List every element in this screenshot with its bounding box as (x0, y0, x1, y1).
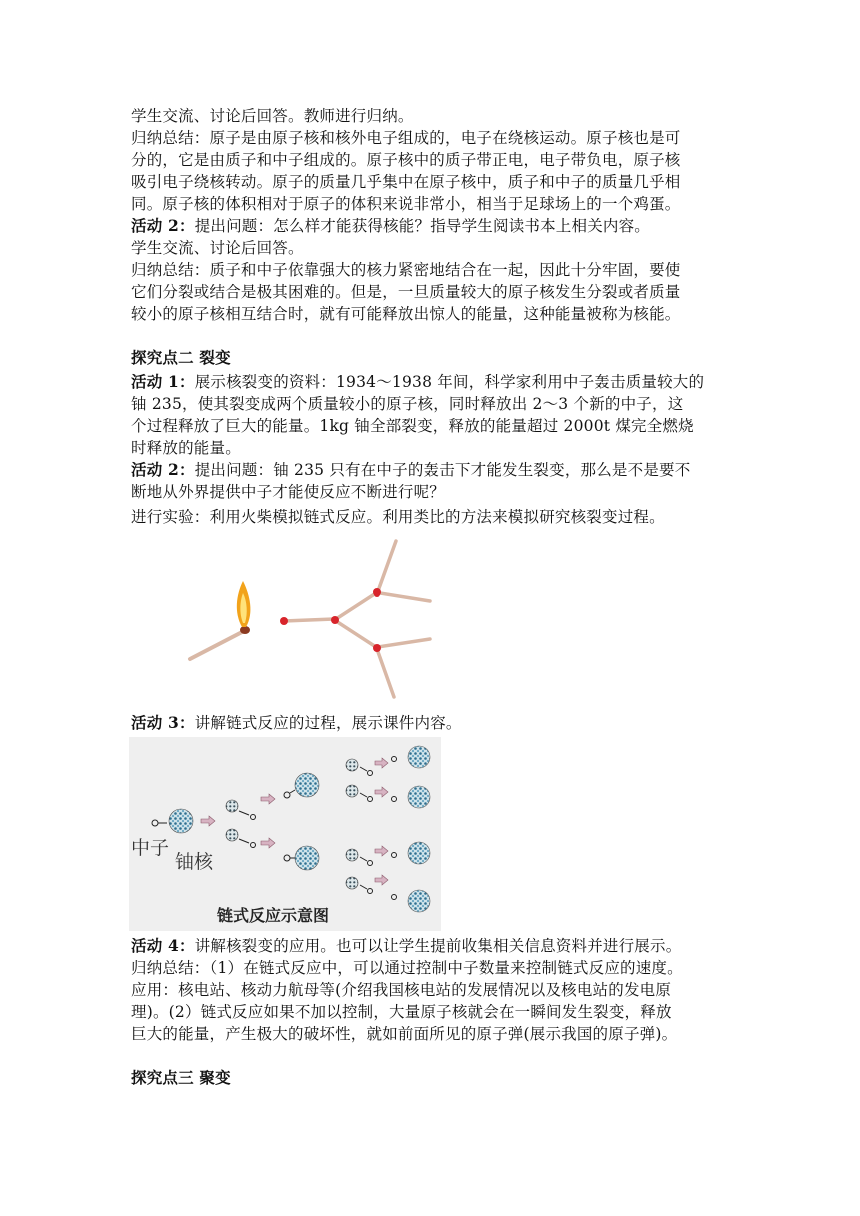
section-heading: 探究点三 聚变 (131, 1068, 231, 1087)
text-line: 归纳总结：（1）在链式反应中，可以通过控制中子数量来控制链式反应的速度。 (131, 959, 683, 977)
fragment-icon (226, 829, 238, 841)
match-network-image (284, 541, 430, 697)
text-line: 学生交流、讨论后回答。 (131, 239, 304, 257)
uranium-nucleus-icon (169, 809, 193, 833)
text-span: 提出问题：怎么样才能获得核能？指导学生阅读书本上相关内容。 (194, 217, 650, 235)
fragment-icon (226, 800, 238, 812)
nucleus-label: 铀核 (175, 851, 214, 873)
text-line: 断地从外界提供中子才能使反应不断进行呢？ (131, 483, 446, 501)
activity-label: 活动 3： (131, 713, 195, 732)
text-line: 它们分裂或结合是极其困难的。但是，一旦质量较大的原子核发生分裂或者质量 (131, 283, 681, 301)
text-line: 巨大的能量，产生极大的破坏性，就如前面所见的原子弹(展示我国的原子弹)。 (131, 1025, 678, 1043)
text-span: 提出问题：铀 235 只有在中子的轰击下才能发生裂变，那么是不是要不 (194, 461, 691, 479)
text-line: 同。原子核的体积相对于原子的体积来说非常小，相当于足球场上的一个鸡蛋。 (131, 195, 681, 213)
text-line (131, 460, 690, 480)
diagram-caption: 链式反应示意图 (217, 906, 330, 925)
text-line (131, 372, 704, 392)
text-line: 吸引电子绕核转动。原子的质量几乎集中在原子核中，质子和中子的质量几乎相 (131, 173, 681, 191)
lit-match-image (190, 581, 250, 659)
text-line: 学生交流、讨论后回答。教师进行归纳。 (131, 107, 414, 125)
text-line (131, 713, 462, 733)
text-line: 进行实验：利用火柴模拟链式反应。利用类比的方法来模拟研究核裂变过程。 (131, 508, 665, 526)
text-line: 理)。(2）链式反应如果不加以控制，大量原子核就会在一瞬间发生裂变，释放 (131, 1003, 672, 1021)
text-span: 讲解核裂变的应用。也可以让学生提前收集相关信息资料并进行展示。 (194, 937, 682, 955)
text-line: 分的，它是由质子和中子组成的。原子核中的质子带正电，电子带负电，原子核 (131, 151, 681, 169)
text-line (131, 936, 681, 956)
text-line (131, 216, 650, 236)
text-line: 应用：核电站、核动力航母等(介绍我国核电站的发展情况以及核电站的发电原 (131, 981, 672, 999)
text-line: 铀 235，使其裂变成两个质量较小的原子核，同时释放出 2～3 个新的中子，这 (131, 395, 684, 413)
chain-reaction-diagram (129, 737, 441, 931)
chain-reaction-graphic (129, 737, 441, 931)
text-line: 归纳总结：原子是由原子核和核外电子组成的，电子在绕核运动。原子核也是可 (131, 129, 681, 147)
text-line: 时释放的能量。 (131, 439, 241, 457)
match-chain-figure (186, 535, 436, 705)
neutron-icon (152, 820, 167, 826)
neutron-label: 中子 (131, 837, 170, 859)
text-line: 个过程释放了巨大的能量。1kg 铀全部裂变，释放的能量超过 2000t 煤完全燃烧 (131, 417, 694, 435)
activity-label: 活动 1： (131, 372, 195, 391)
text-line: 归纳总结：质子和中子依靠强大的核力紧密地结合在一起，因此十分牢固，要使 (131, 261, 681, 279)
text-span: 讲解链式反应的过程，展示课件内容。 (194, 714, 462, 732)
text-span: 展示核裂变的资料：1934～1938 年间，科学家利用中子轰击质量较大的 (194, 373, 705, 391)
text-line: 较小的原子核相互结合时，就有可能释放出惊人的能量，这种能量被称为核能。 (131, 305, 681, 323)
section-heading: 探究点二 裂变 (131, 348, 231, 367)
activity-label: 活动 4： (131, 936, 195, 955)
activity-label: 活动 2： (131, 460, 195, 479)
activity-label: 活动 2： (131, 216, 195, 235)
arrow-icon (201, 816, 215, 826)
